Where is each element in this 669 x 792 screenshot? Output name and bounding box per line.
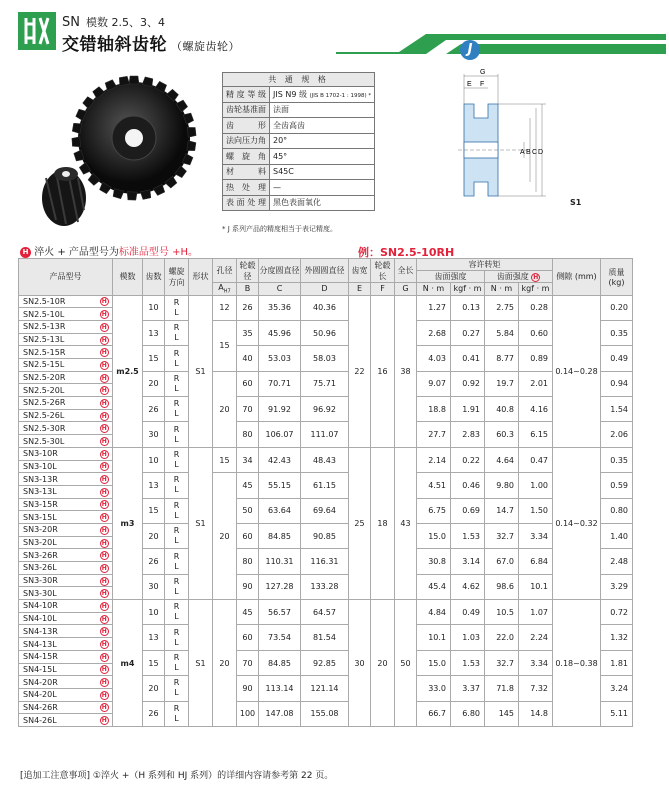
col-bore: 孔径 (213, 259, 237, 283)
module-cell: m4 (113, 600, 143, 727)
model-r[interactable]: SN3-10R (19, 447, 97, 460)
h-icon: H (101, 704, 107, 712)
dim-e-label: E (467, 81, 472, 88)
product-table-body (19, 295, 633, 726)
model-r[interactable]: SN2.5-30R (19, 422, 97, 435)
h-icon: H (101, 438, 107, 445)
table-row: SN2.5-15R H 15 R L 40 53.03 58.03 4.03 0.41 8.77 0.89 0.49 (19, 346, 633, 359)
table-row: SN3-10R H m3 10 R L S1 15 34 42.43 48.43 25 18 43 2.14 0.22 4.64 0.47 0.14~0.32 0.35 (19, 447, 633, 460)
col-teeth: 齿数 (143, 259, 165, 296)
spec-footnote: * J 系列产品的精度相当于表记精度。 (222, 225, 338, 233)
model-l[interactable]: SN2.5-15L (19, 359, 97, 372)
model-r[interactable]: SN4-26R (19, 701, 97, 714)
h-icon: H (101, 425, 107, 433)
table-row: SN2.5-10R H m2.5 10 R L S1 12 26 35.36 40.36 22 16 38 1.27 0.13 2.75 0.28 0.14~0.28 0.20 (19, 295, 633, 308)
model-l[interactable]: SN2.5-26L (19, 409, 97, 422)
model-r[interactable]: SN2.5-15R (19, 346, 97, 359)
h-icon: H (101, 577, 107, 585)
h-icon: H (101, 691, 107, 699)
gear-photo (22, 70, 212, 240)
series-line: SN 模数 2.5、3、4 (62, 15, 165, 30)
model-l[interactable]: SN2.5-20L (19, 384, 97, 397)
common-spec-table (222, 72, 375, 211)
spec-row: 表面处理 黑色表面氧化 (223, 195, 375, 211)
table-row: SN4-10R H m4 10 R L S1 20 45 56.57 64.57 30 20 50 4.84 0.49 10.5 1.07 0.18~0.38 0.72 (19, 600, 633, 613)
table-row: SN4-20R H 20 R L 90 113.14 121.14 33.0 3.37 71.8 7.32 3.24 (19, 676, 633, 689)
col-surface: 齿面强度 H (485, 271, 553, 283)
h-icon: H (101, 590, 107, 598)
h-icon: H (101, 323, 107, 331)
h-icon: H (101, 628, 107, 636)
model-r[interactable]: SN3-13R (19, 473, 97, 486)
dim-c-label: C (532, 149, 538, 156)
spec-row: 法向压力角 20° (223, 133, 375, 149)
dim-f-label: F (480, 81, 485, 88)
col-module: 模数 (113, 259, 143, 296)
spec-row: 齿 形 全齿高齿 (223, 118, 375, 134)
h-icon: H (101, 501, 107, 509)
h-icon: H (101, 552, 107, 560)
h-icon: H (101, 539, 107, 547)
h-icon: H (101, 374, 107, 382)
dim-a-label: A (520, 149, 525, 156)
dim-d-label: D (538, 149, 544, 156)
model-l[interactable]: SN3-15L (19, 511, 97, 524)
spec-row: 齿轮基准面 法面 (223, 102, 375, 118)
model-r[interactable]: SN3-26R (19, 549, 97, 562)
h-icon: H (101, 387, 107, 395)
model-l[interactable]: SN4-13L (19, 638, 97, 651)
h-icon: H (101, 666, 107, 674)
module-cell: m2.5 (113, 295, 143, 447)
model-r[interactable]: SN3-20R (19, 523, 97, 536)
model-r[interactable]: SN3-15R (19, 498, 97, 511)
table-row: SN4-15R H 15 R L 70 84.85 92.85 15.0 1.53 32.7 3.34 1.81 (19, 650, 633, 663)
spec-row: 热 处 理 — (223, 180, 375, 196)
model-r[interactable]: SN4-20R (19, 676, 97, 689)
h-icon: H (101, 412, 107, 420)
selection-note: H 淬火 + 产品型号为标准品型号 +H。 (20, 243, 198, 258)
model-l[interactable]: SN3-26L (19, 562, 97, 575)
table-row: SN4-13R H 13 R L 60 73.54 81.54 10.1 1.03 22.0 2.24 1.32 (19, 625, 633, 638)
h-icon: H (101, 463, 107, 471)
col-pitch-dia: 分度圆直径 (259, 259, 301, 283)
dimension-drawing (450, 64, 650, 214)
j-series-badge: J (460, 40, 480, 60)
col-outer-dia: 外圆圆直径 (301, 259, 349, 283)
h-icon: H (101, 450, 107, 458)
table-row: SN2.5-13R H 13 R L 15 35 45.96 50.96 2.68 0.27 5.84 0.60 0.35 (19, 320, 633, 333)
h-quench-icon: H (20, 247, 31, 258)
h-icon: H (101, 717, 107, 725)
col-torque: 容许转矩 (417, 259, 553, 271)
h-icon: H (101, 361, 107, 369)
h-icon: H (101, 476, 107, 484)
model-l[interactable]: SN3-13L (19, 485, 97, 498)
table-row: SN3-26R H 26 R L 80 110.31 116.31 30.8 3.14 67.0 6.84 2.48 (19, 549, 633, 562)
spec-row: 材 料 S45C (223, 164, 375, 180)
shape-label: S1 (570, 198, 582, 207)
example-model: 例：SN2.5-10RH (358, 246, 455, 259)
col-face: 齿宽 (349, 259, 371, 283)
header-stripe (336, 34, 666, 54)
model-l[interactable]: SN3-10L (19, 460, 97, 473)
table-row: SN4-26R H 26 R L 100 147.08 155.08 66.7 6.80 145 14.8 5.11 (19, 701, 633, 714)
spec-row: 精度等级 JIS N9 级 (JIS B 1702-1 : 1998) * (223, 87, 375, 103)
model-r[interactable]: SN2.5-26R (19, 397, 97, 410)
h-icon: H (101, 615, 107, 623)
model-l[interactable]: SN4-26L (19, 714, 97, 727)
table-row: SN2.5-26R H 26 R L 70 91.92 96.92 18.8 1.91 40.8 4.16 1.54 (19, 397, 633, 410)
page-title: 交错轴斜齿轮 （螺旋齿轮） (62, 35, 240, 55)
table-row: SN2.5-20R H 20 R L 20 60 70.71 75.71 9.07 0.92 19.7 2.01 0.94 (19, 371, 633, 384)
h-icon: H (101, 336, 107, 344)
col-backlash: 侧隙 (mm) (553, 259, 601, 296)
col-bending: 齿面强度 (417, 271, 485, 283)
product-table: 产品型号 模数 齿数 螺旋方向 形状 孔径 轮毂径 分度圆直径 外圆圆直径 齿宽 轮毂长 全长 容许转矩 侧隙 (mm) 质量 (kg) 齿面强度 齿面强度 H $A_{H7}$ B C D E F G N · m kgf · m N · m kgf · m SN2.5-10R H m2.5 10 R L S1 12 26 35.36 40.36 22 16 38 1.27 0.13 2.75 0.28 0.14~0.28 0.20 SN2.5-10L H SN2.5-13R H 13 R L 15 35 45.96 50.96 2.68 0.27 5.84 0.60 0.35 SN2.5-13L H SN2.5-15R H 15 R L 40 53.03 58.03 4.03 0.41 8.77 0.89 0.49 SN2.5-15L H SN2.5-20R H 20 R L 20 60 70.71 75.71 9.07 0.92 19.7 2.01 0.94 SN2.5-20L H SN2.5-26R H 26 R L 70 91.92 96.92 18.8 1.91 40.8 4.16 1.54 SN2.5-26L H SN2.5-30R H 30 R L 80 106.07 111.07 27.7 2.83 60.3 6.15 2.06 SN2.5-30L H SN3-10R H m3 10 R L S1 15 34 42.43 48.43 25 18 43 2.14 0.22 4.64 0.47 0.14~0.32 0.35 SN3-10L H SN3-13R H 13 R L 20 45 55.15 61.15 4.51 0.46 9.80 1.00 0.59 SN3-13L H SN3-15R H 15 R L 50 63.64 69.64 6.75 0.69 14.7 1.50 0.80 SN3-15L H SN3-20R H 20 R L 60 84.85 90.85 15.0 1.53 32.7 3.34 1.40 SN3-20L H SN3-26R H 26 R L 80 110.31 116.31 30.8 3.14 67.0 6.84 2.48 SN3-26L H SN3-30R H 30 R L 90 127.28 133.28 45.4 4.62 98.6 10.1 3.29 SN3-30L H SN4-10R H m4 10 R L S1 20 45 56.57 64.57 30 20 50 4.84 0.49 10.5 1.07 0.18~0.38 0.72 SN4-10L H SN4-13R H 13 R L 60 73.54 81.54 10.1 1.03 22.0 2.24 1.32 SN4-13L H SN4-15R H 15 R L 70 84.85 92.85 15.0 1.53 32.7 3.34 1.81 SN4-15L H SN4-20R H 20 R L 90 113.14 121.14 33.0 3.37 71.8 7.32 3.24 SN4-20L H SN4-26R H 26 R L 100 147.08 155.08 66.7 6.80 145 14.8 5.11 SN4-26L H (18, 258, 633, 727)
model-l[interactable]: SN2.5-10L (19, 308, 97, 321)
dim-g-label: G (480, 69, 486, 76)
model-l[interactable]: SN3-20L (19, 536, 97, 549)
h-icon: H (101, 602, 107, 610)
spec-row: 螺 旋 角 45° (223, 149, 375, 165)
h-icon: H (101, 653, 107, 661)
spec-title: 共 通 规 格 (223, 73, 375, 87)
model-r[interactable]: SN4-10R (19, 600, 97, 613)
col-total: 全长 (395, 259, 417, 283)
h-icon: H (101, 641, 107, 648)
h-icon: H (533, 274, 539, 281)
model-r[interactable]: SN3-30R (19, 574, 97, 587)
h-icon: H (101, 679, 107, 687)
page-header (6, 6, 663, 58)
footer-note: [追加工注意事项] ①淬火 +（H 系列和 HJ 系列）的详细内容请参考第 22 页。 (20, 771, 334, 781)
col-mass: 质量 (kg) (601, 259, 633, 296)
h-icon: H (101, 311, 107, 319)
model-l[interactable]: SN2.5-30L (19, 435, 97, 448)
table-row: SN3-15R H 15 R L 50 63.64 69.64 6.75 0.69 14.7 1.50 0.80 (19, 498, 633, 511)
model-r[interactable]: SN2.5-13R (19, 320, 97, 333)
h-icon: H (101, 526, 107, 534)
h-icon: H (101, 564, 107, 572)
model-r[interactable]: SN4-15R (19, 650, 97, 663)
model-l[interactable]: SN3-30L (19, 587, 97, 600)
model-r[interactable]: SN2.5-20R (19, 371, 97, 384)
h-icon: H (101, 298, 107, 306)
table-row: SN3-20R H 20 R L 60 84.85 90.85 15.0 1.53 32.7 3.34 1.40 (19, 523, 633, 536)
model-r[interactable]: SN4-13R (19, 625, 97, 638)
dim-b-label: B (526, 149, 531, 156)
model-l[interactable]: SN2.5-13L (19, 333, 97, 346)
model-l[interactable]: SN4-15L (19, 663, 97, 676)
col-helix: 螺旋方向 (165, 259, 189, 296)
h-icon: H (101, 488, 107, 496)
col-hub-dia: 轮毂径 (237, 259, 259, 283)
table-row: SN3-13R H 13 R L 20 45 55.15 61.15 4.51 0.46 9.80 1.00 0.59 (19, 473, 633, 486)
table-row: SN2.5-30R H 30 R L 80 106.07 111.07 27.7 2.83 60.3 6.15 2.06 (19, 422, 633, 435)
helical-gear-logo-icon (18, 12, 56, 50)
col-shape: 形状 (189, 259, 213, 296)
model-r[interactable]: SN2.5-10R (19, 295, 97, 308)
model-l[interactable]: SN4-10L (19, 612, 97, 625)
h-icon: H (101, 514, 107, 522)
model-l[interactable]: SN4-20L (19, 688, 97, 701)
col-hub-len: 轮毂长 (371, 259, 395, 283)
h-icon: H (101, 349, 107, 357)
table-row: SN3-30R H 30 R L 90 127.28 133.28 45.4 4.62 98.6 10.1 3.29 (19, 574, 633, 587)
h-icon: H (101, 399, 107, 407)
col-model: 产品型号 (19, 259, 113, 296)
module-cell: m3 (113, 447, 143, 599)
